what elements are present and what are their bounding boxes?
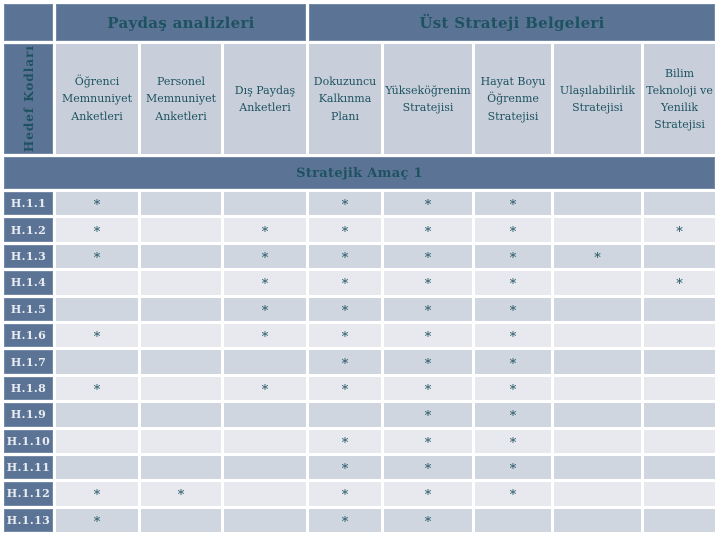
matrix-cell bbox=[384, 271, 472, 294]
matrix-cell bbox=[384, 482, 472, 505]
asterisk-mark: * bbox=[424, 435, 432, 451]
matrix-cell bbox=[475, 271, 551, 294]
matrix-cell bbox=[309, 298, 381, 321]
asterisk-mark: * bbox=[676, 277, 683, 293]
asterisk-mark: * bbox=[93, 382, 101, 398]
matrix-cell bbox=[644, 218, 715, 241]
matrix-cell bbox=[554, 350, 641, 373]
row-axis-header-cell bbox=[4, 44, 53, 154]
asterisk-mark: * bbox=[341, 382, 349, 398]
matrix-cell bbox=[224, 192, 306, 215]
column-header: Yükseköğrenim Stratejisi bbox=[384, 44, 472, 154]
matrix-cell bbox=[224, 377, 306, 400]
matrix-cell bbox=[384, 298, 472, 321]
matrix-cell bbox=[554, 430, 641, 453]
matrix-cell bbox=[309, 350, 381, 373]
matrix-cell bbox=[56, 245, 138, 268]
asterisk-mark: * bbox=[509, 462, 517, 478]
matrix-cell bbox=[384, 324, 472, 347]
matrix-cell bbox=[309, 245, 381, 268]
matrix-cell bbox=[224, 271, 306, 294]
row-axis-label: Hedef Kodları bbox=[21, 45, 36, 153]
asterisk-mark: * bbox=[341, 514, 349, 530]
matrix-cell bbox=[384, 192, 472, 215]
matrix-cell bbox=[644, 377, 715, 400]
matrix-table bbox=[4, 4, 717, 532]
asterisk-mark: * bbox=[509, 356, 517, 372]
asterisk-mark: * bbox=[509, 382, 517, 398]
matrix-cell bbox=[224, 509, 306, 532]
matrix-cell bbox=[56, 456, 138, 479]
matrix-cell bbox=[309, 324, 381, 347]
matrix-cell bbox=[475, 350, 551, 373]
asterisk-mark: * bbox=[341, 435, 349, 451]
matrix-cell bbox=[224, 482, 306, 505]
matrix-cell bbox=[384, 245, 472, 268]
matrix-cell bbox=[554, 271, 641, 294]
asterisk-mark: * bbox=[93, 514, 101, 530]
matrix-cell bbox=[141, 430, 221, 453]
matrix-cell bbox=[224, 324, 306, 347]
asterisk-mark: * bbox=[261, 277, 269, 293]
matrix-cell bbox=[384, 403, 472, 426]
matrix-cell bbox=[309, 403, 381, 426]
asterisk-mark: * bbox=[93, 198, 101, 214]
asterisk-mark: * bbox=[341, 303, 349, 319]
matrix-cell bbox=[475, 377, 551, 400]
asterisk-mark: * bbox=[341, 224, 349, 240]
matrix-cell bbox=[141, 245, 221, 268]
matrix-cell bbox=[554, 324, 641, 347]
row-label: H.1.13 bbox=[4, 509, 53, 532]
matrix-cell bbox=[644, 298, 715, 321]
matrix-cell bbox=[384, 456, 472, 479]
matrix-cell bbox=[384, 350, 472, 373]
asterisk-mark: * bbox=[676, 224, 683, 240]
matrix-cell bbox=[224, 403, 306, 426]
matrix-cell bbox=[309, 430, 381, 453]
matrix-cell bbox=[554, 509, 641, 532]
asterisk-mark: * bbox=[509, 250, 517, 266]
asterisk-mark: * bbox=[93, 250, 101, 266]
matrix-cell bbox=[309, 271, 381, 294]
matrix-cell bbox=[56, 509, 138, 532]
matrix-cell bbox=[475, 192, 551, 215]
matrix-cell bbox=[141, 324, 221, 347]
asterisk-mark: * bbox=[509, 409, 517, 425]
matrix-cell bbox=[141, 192, 221, 215]
matrix-cell bbox=[224, 218, 306, 241]
asterisk-mark: * bbox=[424, 303, 432, 319]
matrix-cell bbox=[554, 218, 641, 241]
matrix-cell bbox=[475, 509, 551, 532]
matrix-cell bbox=[644, 430, 715, 453]
matrix-cell bbox=[141, 482, 221, 505]
matrix-cell bbox=[475, 403, 551, 426]
matrix-cell bbox=[56, 403, 138, 426]
matrix-cell bbox=[309, 218, 381, 241]
row-label: H.1.1 bbox=[4, 192, 53, 215]
matrix-cell bbox=[224, 430, 306, 453]
matrix-cell bbox=[309, 509, 381, 532]
column-header: Öğrenci Memnuniyet Anketleri bbox=[56, 44, 138, 154]
row-label: H.1.7 bbox=[4, 350, 53, 373]
matrix-cell bbox=[224, 245, 306, 268]
row-label: H.1.5 bbox=[4, 298, 53, 321]
matrix-cell bbox=[56, 430, 138, 453]
matrix-cell bbox=[475, 482, 551, 505]
row-label: H.1.9 bbox=[4, 403, 53, 426]
matrix-cell bbox=[224, 298, 306, 321]
matrix-cell bbox=[224, 456, 306, 479]
matrix-cell bbox=[141, 218, 221, 241]
asterisk-mark: * bbox=[424, 277, 432, 293]
matrix-cell bbox=[644, 403, 715, 426]
column-header: Hayat Boyu Öğrenme Stratejisi bbox=[475, 44, 551, 154]
matrix-cell bbox=[384, 218, 472, 241]
asterisk-mark: * bbox=[509, 488, 517, 504]
matrix-cell bbox=[56, 218, 138, 241]
row-label: H.1.6 bbox=[4, 324, 53, 347]
matrix-cell bbox=[384, 509, 472, 532]
stakeholder-analyses-group-header: Paydaş analizleri bbox=[56, 4, 306, 41]
matrix-cell bbox=[475, 298, 551, 321]
asterisk-mark: * bbox=[93, 224, 101, 240]
asterisk-mark: * bbox=[341, 488, 349, 504]
asterisk-mark: * bbox=[341, 356, 349, 372]
asterisk-mark: * bbox=[424, 250, 432, 266]
matrix-cell bbox=[141, 350, 221, 373]
asterisk-mark: * bbox=[93, 330, 101, 346]
matrix-cell bbox=[141, 403, 221, 426]
matrix-cell bbox=[141, 456, 221, 479]
asterisk-mark: * bbox=[261, 224, 269, 240]
matrix-cell bbox=[309, 456, 381, 479]
asterisk-mark: * bbox=[341, 462, 349, 478]
asterisk-mark: * bbox=[261, 382, 269, 398]
matrix-cell bbox=[141, 377, 221, 400]
matrix-cell bbox=[141, 509, 221, 532]
asterisk-mark: * bbox=[509, 224, 517, 240]
corner-cell bbox=[4, 4, 53, 41]
row-label: H.1.3 bbox=[4, 245, 53, 268]
matrix-cell bbox=[56, 377, 138, 400]
asterisk-mark: * bbox=[424, 224, 432, 240]
column-header: Personel Memnuniyet Anketleri bbox=[141, 44, 221, 154]
asterisk-mark: * bbox=[341, 277, 349, 293]
matrix-cell bbox=[554, 456, 641, 479]
matrix-cell bbox=[56, 324, 138, 347]
matrix-cell bbox=[644, 509, 715, 532]
asterisk-mark: * bbox=[341, 198, 349, 214]
asterisk-mark: * bbox=[177, 488, 185, 504]
asterisk-mark: * bbox=[424, 488, 432, 504]
asterisk-mark: * bbox=[261, 250, 269, 266]
matrix-cell bbox=[644, 482, 715, 505]
matrix-cell bbox=[644, 324, 715, 347]
matrix-cell bbox=[56, 192, 138, 215]
row-label: H.1.12 bbox=[4, 482, 53, 505]
row-label: H.1.11 bbox=[4, 456, 53, 479]
matrix-cell bbox=[141, 271, 221, 294]
matrix-cell bbox=[554, 298, 641, 321]
row-label: H.1.2 bbox=[4, 218, 53, 241]
matrix-cell bbox=[644, 350, 715, 373]
matrix-cell bbox=[224, 350, 306, 373]
column-header: Ulaşılabilirlik Stratejisi bbox=[554, 44, 641, 154]
asterisk-mark: * bbox=[93, 488, 101, 504]
matrix-cell bbox=[554, 403, 641, 426]
matrix-cell bbox=[644, 245, 715, 268]
matrix-cell bbox=[309, 482, 381, 505]
asterisk-mark: * bbox=[341, 250, 349, 266]
asterisk-mark: * bbox=[424, 330, 432, 346]
matrix-cell bbox=[475, 456, 551, 479]
asterisk-mark: * bbox=[509, 198, 517, 214]
asterisk-mark: * bbox=[509, 277, 517, 293]
matrix-cell bbox=[309, 192, 381, 215]
asterisk-mark: * bbox=[424, 462, 432, 478]
matrix-cell bbox=[56, 482, 138, 505]
row-label: H.1.10 bbox=[4, 430, 53, 453]
matrix-cell bbox=[554, 377, 641, 400]
asterisk-mark: * bbox=[424, 514, 432, 530]
asterisk-mark: * bbox=[261, 330, 269, 346]
column-header: Dokuzuncu Kalkınma Planı bbox=[309, 44, 381, 154]
matrix-cell bbox=[56, 350, 138, 373]
strategy-documents-group-header: Üst Strateji Belgeleri bbox=[309, 4, 715, 41]
matrix-cell bbox=[644, 271, 715, 294]
matrix-cell bbox=[141, 298, 221, 321]
asterisk-mark: * bbox=[424, 382, 432, 398]
asterisk-mark: * bbox=[509, 303, 517, 319]
asterisk-mark: * bbox=[424, 356, 432, 372]
asterisk-mark: * bbox=[341, 330, 349, 346]
matrix-cell bbox=[644, 192, 715, 215]
matrix-cell bbox=[384, 430, 472, 453]
matrix-cell bbox=[475, 245, 551, 268]
matrix-cell bbox=[309, 377, 381, 400]
matrix-cell bbox=[554, 192, 641, 215]
matrix-cell bbox=[554, 482, 641, 505]
matrix-cell bbox=[475, 324, 551, 347]
row-label: H.1.8 bbox=[4, 377, 53, 400]
asterisk-mark: * bbox=[594, 250, 601, 266]
column-header: Bilim Teknoloji ve Yenilik Stratejisi bbox=[644, 44, 715, 154]
matrix-cell bbox=[644, 456, 715, 479]
strategic-goal-band: Stratejik Amaç 1 bbox=[4, 157, 715, 189]
asterisk-mark: * bbox=[261, 303, 269, 319]
asterisk-mark: * bbox=[424, 409, 432, 425]
matrix-cell bbox=[554, 245, 641, 268]
matrix-cell bbox=[56, 298, 138, 321]
matrix-cell bbox=[475, 218, 551, 241]
asterisk-mark: * bbox=[509, 330, 517, 346]
matrix-cell bbox=[384, 377, 472, 400]
column-header: Dış Paydaş Anketleri bbox=[224, 44, 306, 154]
matrix-cell bbox=[475, 430, 551, 453]
asterisk-mark: * bbox=[424, 198, 432, 214]
asterisk-mark: * bbox=[509, 435, 517, 451]
row-label: H.1.4 bbox=[4, 271, 53, 294]
matrix-cell bbox=[56, 271, 138, 294]
